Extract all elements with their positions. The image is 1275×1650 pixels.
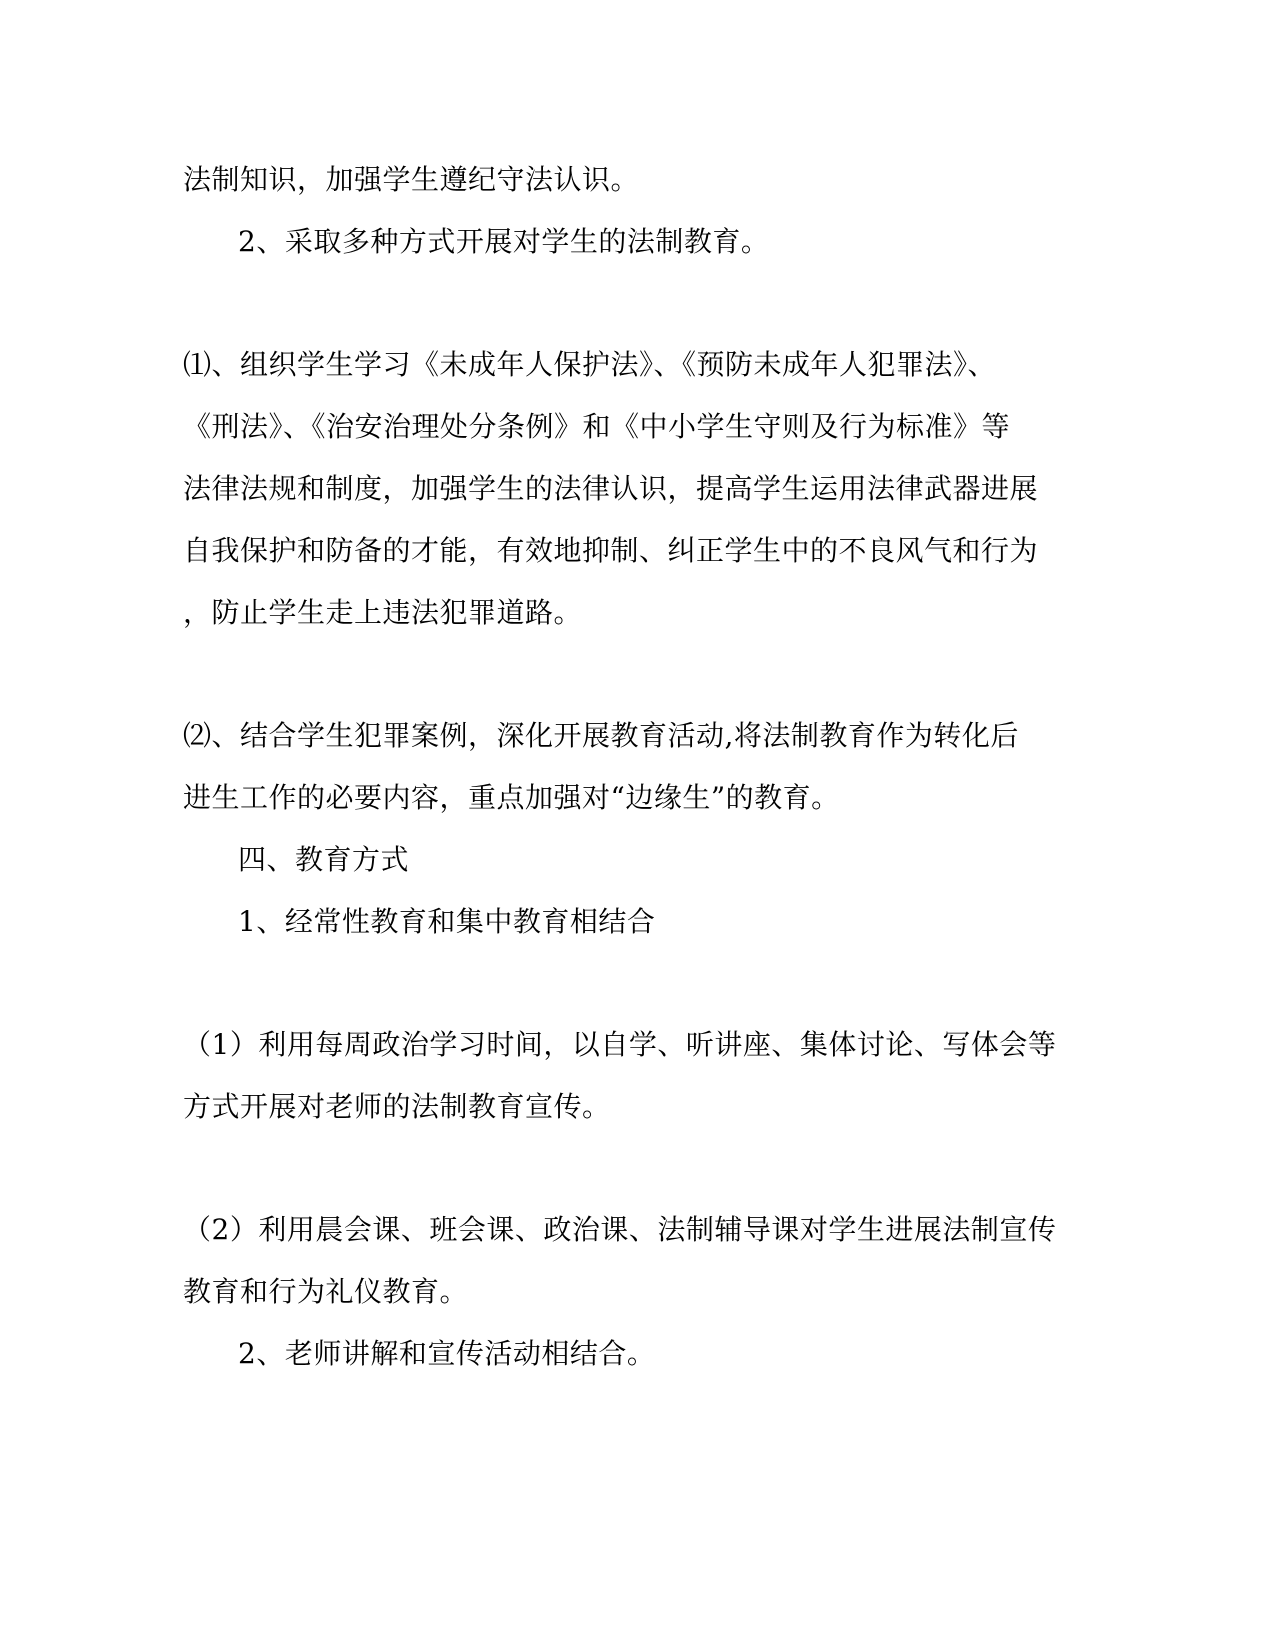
body-line-9: 进生工作的必要内容，重点加强对“边缘生”的教育。 <box>183 781 840 814</box>
body-line-12: （1）利用每周政治学习时间，以自学、听讲座、集体讨论、写体会等 <box>183 1028 1057 1061</box>
body-line-16: 2、老师讲解和宣传活动相结合。 <box>238 1337 656 1370</box>
body-line-14: （2）利用晨会课、班会课、政治课、法制辅导课对学生进展法制宣传 <box>183 1213 1057 1246</box>
body-line-1: 法制知识，加强学生遵纪守法认识。 <box>183 163 640 196</box>
body-line-5: 法律法规和制度，加强学生的法律认识，提高学生运用法律武器进展 <box>183 472 1039 505</box>
body-line-15: 教育和行为礼仪教育。 <box>183 1275 469 1308</box>
body-line-2: 2、采取多种方式开展对学生的法制教育。 <box>238 225 770 258</box>
body-line-6: 自我保护和防备的才能，有效地抑制、纠正学生中的不良风气和行为 <box>183 534 1039 567</box>
body-line-4: 《刑法》、《治安治理处分条例》和《中小学生守则及行为标准》等 <box>183 410 1011 443</box>
body-line-11: 1、经常性教育和集中教育相结合 <box>238 905 656 938</box>
body-line-3: ⑴、组织学生学习《未成年人保护法》、《预防未成年人犯罪法》、 <box>183 348 997 381</box>
body-line-13: 方式开展对老师的法制教育宣传。 <box>183 1090 611 1123</box>
body-line-8: ⑵、结合学生犯罪案例，深化开展教育活动,将法制教育作为转化后 <box>183 719 1019 752</box>
section-heading: 四、教育方式 <box>238 843 410 876</box>
body-line-7: ，防止学生走上违法犯罪道路。 <box>183 596 583 629</box>
